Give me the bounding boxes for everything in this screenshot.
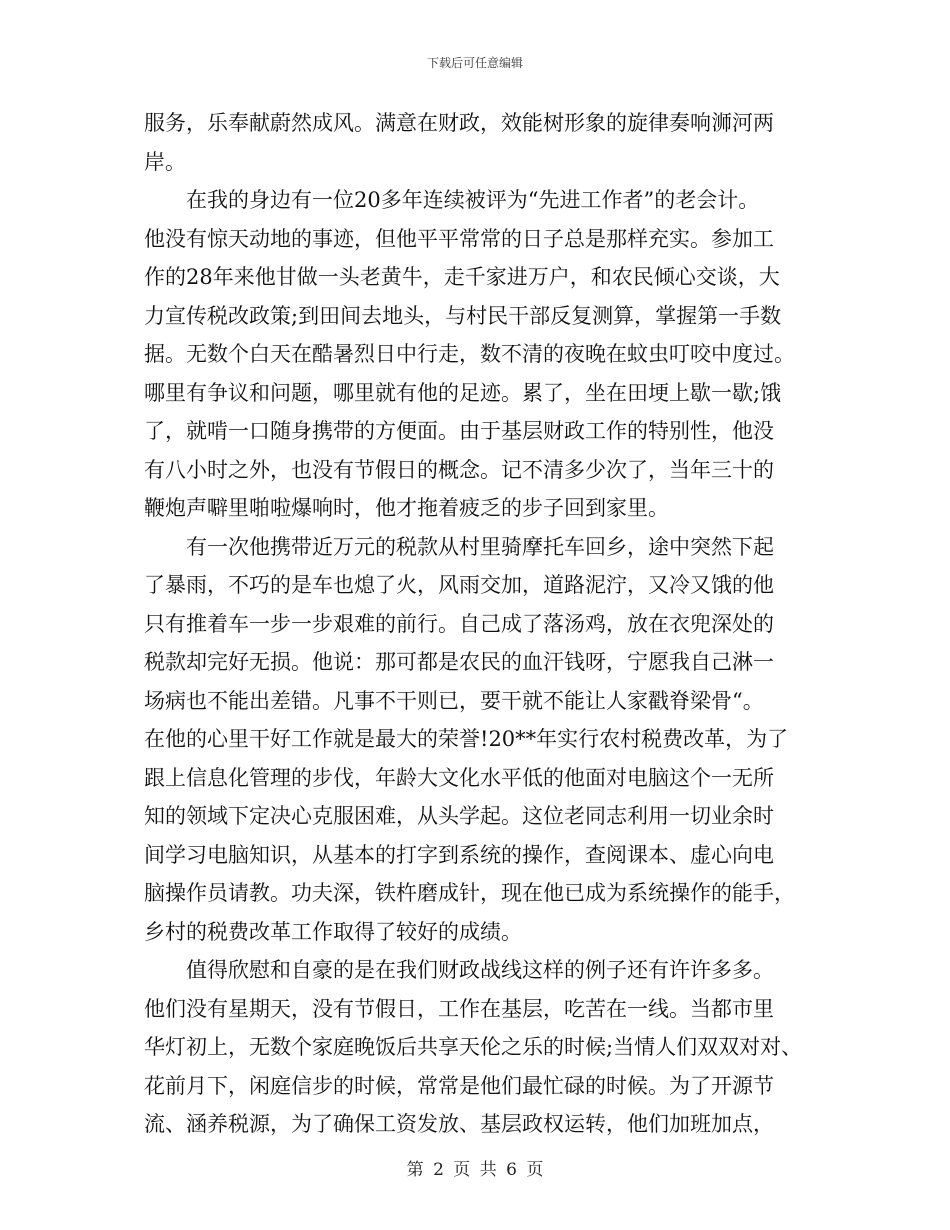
header-note: 下载后可任意编辑 xyxy=(426,56,523,70)
text-line: 他们没有星期天，没有节假日，工作在基层，吃苦在一线。当都市里 xyxy=(144,996,774,1021)
text-line: 他没有惊天动地的事迹，但他平平常常的日子总是那样充实。参加工 xyxy=(144,226,774,251)
text-line: 花前月下，闲庭信步的时候，常常是他们最忙碌的时候。为了开源节 xyxy=(144,1073,774,1098)
text-line: 乡村的税费改革工作取得了较好的成绩。 xyxy=(144,919,522,944)
paragraph-start-line: 在我的身边有一位20多年连续被评为“先进工作者”的老会计。 xyxy=(186,188,760,212)
text-line: 有八小时之外，也没有节假日的概念。记不清多少次了，当年三十的 xyxy=(144,457,774,482)
text-line: 了，就啃一口随身携带的方便面。由于基层财政工作的特别性，他没 xyxy=(144,419,774,443)
text-line: 服务，乐奉献蔚然成风。满意在财政，效能树形象的旋律奏响浉河两 xyxy=(144,111,774,135)
text-line: 力宣传税改政策;到田间去地头，与村民干部反复测算，掌握第一手数 xyxy=(144,303,782,328)
text-line: 只有推着车一步一步艰难的前行。自己成了落汤鸡，放在衣兜深处的 xyxy=(144,611,774,636)
text-line: 知的领域下定决心克服困难，从头学起。这位老同志利用一切业余时 xyxy=(144,804,774,828)
text-line: 岸。 xyxy=(144,149,186,174)
text-line: 场病也不能出差错。凡事不干则已，要干就不能让人家戳脊梁骨“。 xyxy=(144,688,764,713)
paragraph-start-line: 值得欣慰和自豪的是在我们财政战线这样的例子还有许许多多。 xyxy=(186,958,774,982)
paragraph-start-line: 有一次他携带近万元的税款从村里骑摩托车回乡，途中突然下起 xyxy=(186,534,774,559)
text-line: 华灯初上，无数个家庭晚饭后共享天伦之乐的时候;当情人们双双对对、 xyxy=(144,1035,803,1059)
text-line: 间学习电脑知识，从基本的打字到系统的操作，查阅课本、虚心向电 xyxy=(144,842,774,867)
text-line: 跟上信息化管理的步伐，年龄大文化水平低的他面对电脑这个一无所 xyxy=(144,765,774,790)
page-number-footer: 第 2 页 共 6 页 xyxy=(406,1160,544,1180)
text-line: 了暴雨，不巧的是车也熄了火，风雨交加，道路泥泞，又冷又饿的他 xyxy=(144,573,774,597)
text-line: 在他的心里干好工作就是最大的荣誉!20**年实行农村税费改革，为了 xyxy=(144,727,789,751)
text-line: 脑操作员请教。功夫深，铁杵磨成针，现在他已成为系统操作的能手， xyxy=(144,881,795,905)
text-line: 流、涵养税源，为了确保工资发放、基层政权运转，他们加班加点， xyxy=(144,1112,774,1136)
text-line: 作的28年来他甘做一头老黄牛，走千家进万户，和农民倾心交谈，大 xyxy=(144,265,780,289)
document-body xyxy=(144,104,814,1144)
text-line: 鞭炮声噼里啪啦爆响时，他才拖着疲乏的步子回到家里。 xyxy=(144,496,669,520)
text-line: 税款却完好无损。他说：那可都是农民的血汗钱呀，宁愿我自己淋一 xyxy=(144,650,774,674)
text-line: 据。无数个白天在酷暑烈日中行走，数不清的夜晚在蚊虫叮咬中度过。 xyxy=(144,342,795,366)
text-line: 哪里有争议和问题，哪里就有他的足迹。累了，坐在田埂上歇一歇;饿 xyxy=(144,380,782,405)
